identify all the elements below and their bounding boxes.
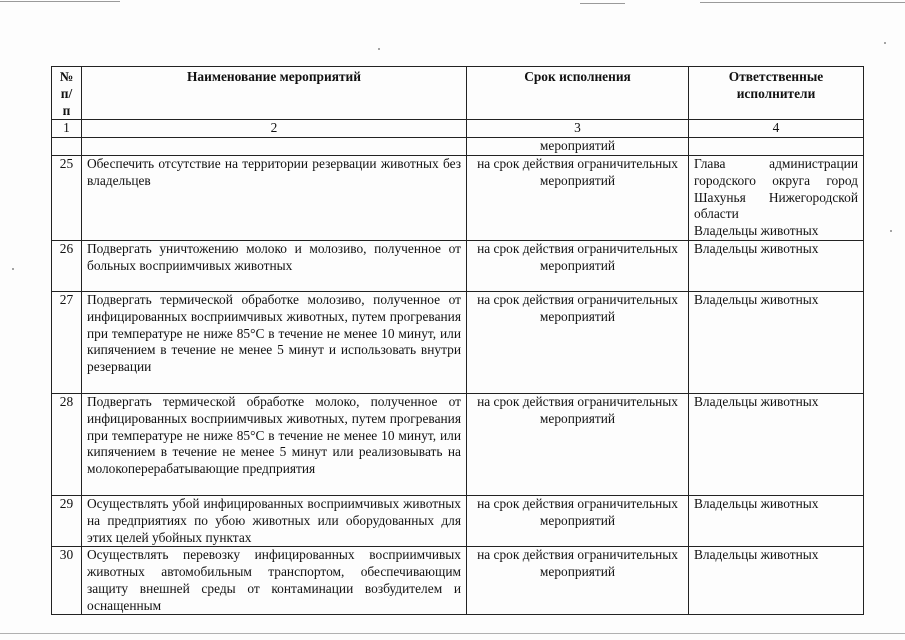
row-resp: Владельцы животных	[689, 547, 864, 615]
resp-line	[694, 173, 858, 190]
row-num: 30	[52, 547, 82, 615]
resp-word: городского	[694, 172, 756, 188]
row-desc: Обеспечить отсутствие на территории резервации животных без владельцев	[82, 155, 467, 240]
resp-line: области	[694, 206, 739, 222]
table-row	[52, 240, 864, 291]
resp-word: администрации	[769, 155, 858, 171]
row-num: 27	[52, 291, 82, 393]
row-term: на срок действия ограничительных мероприятий	[467, 240, 689, 291]
resp-line	[694, 190, 858, 207]
table-row	[52, 291, 864, 393]
table-row	[52, 495, 864, 546]
row-resp: Владельцы животных	[689, 393, 864, 495]
scan-artifact	[580, 3, 625, 4]
index-cell: 4	[689, 120, 864, 138]
header-resp: Ответственные исполнители	[689, 67, 864, 120]
row-term: на срок действия ограничительных мероприятий	[467, 547, 689, 615]
row-num: 28	[52, 393, 82, 495]
index-cell: 2	[82, 120, 467, 138]
row-num: 26	[52, 240, 82, 291]
resp-word: город	[826, 172, 858, 188]
resp-word: округа	[772, 172, 811, 188]
resp-line	[694, 156, 858, 173]
continuation-term: мероприятий	[467, 138, 689, 156]
continuation-row	[52, 138, 864, 156]
row-desc: Подвергать уничтожению молоко и молозиво, полученное от больных восприимчивых животных	[82, 240, 467, 291]
row-resp	[689, 155, 864, 240]
row-term: на срок действия ограничительных мероприятий	[467, 291, 689, 393]
scan-artifact	[0, 633, 905, 634]
header-name: Наименование мероприятий	[82, 67, 467, 120]
row-term: на срок действия ограничительных мероприятий	[467, 495, 689, 546]
scan-artifact	[700, 2, 905, 3]
scan-artifact	[890, 230, 892, 232]
resp-word: Шахунья	[694, 189, 746, 205]
table-row	[52, 155, 864, 240]
row-desc: Подвергать термической обработке молоко, полученное от инфицированных восприимчивых животных, путем прогревания при температуре не ниже 85°С в течение не менее 10 минут, или кипячением в течение не менее 5 минут или реализовывать на молокоперерабатывающие предприятия	[82, 393, 467, 495]
table-row	[52, 547, 864, 615]
scan-artifact	[884, 42, 886, 44]
row-desc-text: Осуществлять перевозку инфицированных восприимчивых животных автомобильным транспортом, обеспечивающим защиту внешней среды от контаминации возбудителем и оснащенным	[87, 547, 461, 613]
index-row	[52, 120, 864, 138]
row-resp: Владельцы животных	[689, 240, 864, 291]
table-row	[52, 393, 864, 495]
row-term: на срок действия ограничительных мероприятий	[467, 155, 689, 240]
header-num: № п/п	[52, 67, 82, 120]
resp-word: Глава	[694, 155, 726, 171]
index-cell: 1	[52, 120, 82, 138]
resp-extra: Владельцы животных	[694, 223, 819, 239]
row-term: на срок действия ограничительных мероприятий	[467, 393, 689, 495]
header-term: Срок исполнения	[467, 67, 689, 120]
row-desc	[82, 547, 467, 615]
row-resp: Владельцы животных	[689, 291, 864, 393]
index-cell: 3	[467, 120, 689, 138]
scan-artifact	[12, 268, 14, 270]
row-resp: Владельцы животных	[689, 495, 864, 546]
row-desc: Осуществлять убой инфицированных восприимчивых животных на предприятиях по убою животных или оборудованных для этих целей убойных пунктах	[82, 495, 467, 546]
scan-artifact	[0, 1, 120, 2]
row-num: 25	[52, 155, 82, 240]
measures-table	[51, 66, 864, 615]
header-row	[52, 67, 864, 120]
resp-word: Нижегородской	[768, 189, 858, 205]
row-num: 29	[52, 495, 82, 546]
scan-artifact	[378, 48, 380, 50]
row-desc: Подвергать термической обработке молозиво, полученное от инфицированных восприимчивых животных, путем прогревания при температуре не ниже 85°С в течение не менее 10 минут, или кипячением в течение не менее 5 минут и использовать внутри резервации	[82, 291, 467, 393]
